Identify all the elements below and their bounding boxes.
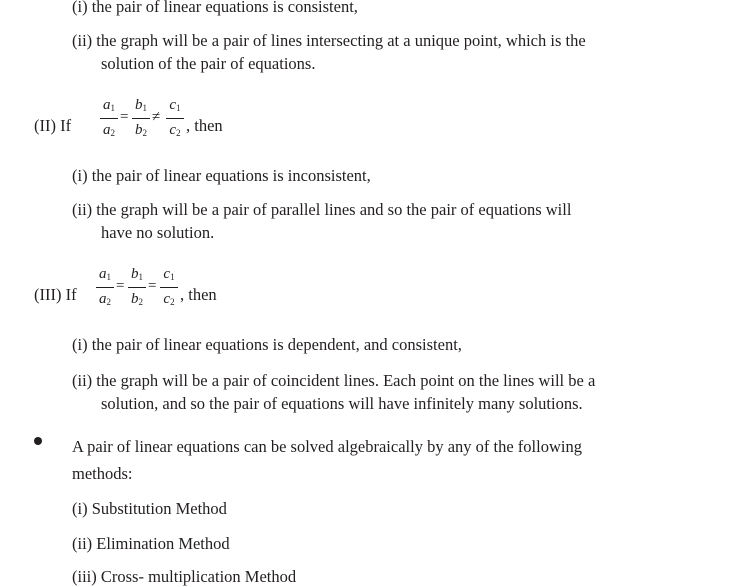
denominator: $a_2$ (103, 122, 115, 138)
method-item: (iii) Cross- multiplication Method (72, 567, 297, 586)
text-line: (i) the pair of linear equations is inconsistent, (72, 166, 371, 185)
condition-ii (34, 97, 294, 157)
fraction-bar (160, 287, 178, 288)
text-line: methods: (72, 464, 133, 483)
numerator: $c_1$ (163, 266, 175, 282)
fraction-bar (132, 118, 150, 119)
operator-not-equal: ≠ (152, 109, 161, 125)
numerator: $a_1$ (103, 97, 115, 113)
fraction-bar (96, 287, 114, 288)
text-line: (ii) the graph will be a pair of lines intersecting at a unique point, which is the (72, 31, 586, 50)
text-line: (ii) the graph will be a pair of parallel lines and so the pair of equations will (72, 200, 572, 219)
numerator: $a_1$ (99, 266, 111, 282)
operator-equals: = (116, 278, 125, 294)
text-line: have no solution. (101, 223, 215, 242)
operator-equals: = (148, 278, 157, 294)
text-line: solution, and so the pair of equations will have infinitely many solutions. (101, 394, 583, 413)
fraction-bar (128, 287, 146, 288)
numerator: $b_1$ (135, 97, 147, 113)
text-line: A pair of linear equations can be solved algebraically by any of the following (72, 437, 582, 456)
condition-label: (II) If (34, 116, 72, 135)
operator-equals: = (120, 109, 129, 125)
then-text: , then (186, 116, 223, 135)
denominator: $a_2$ (99, 291, 111, 307)
denominator: $b_2$ (131, 291, 143, 307)
method-item: (i) Substitution Method (72, 499, 227, 518)
denominator: $b_2$ (135, 122, 147, 138)
fraction-bar (166, 118, 184, 119)
method-item: (ii) Elimination Method (72, 534, 230, 553)
text-line: (ii) the graph will be a pair of coincident lines. Each point on the lines will be a (72, 371, 596, 390)
numerator: $b_1$ (131, 266, 143, 282)
text-line: (i) the pair of linear equations is dependent, and consistent, (72, 335, 462, 354)
fraction-bar (100, 118, 118, 119)
denominator: $c_2$ (169, 122, 181, 138)
bullet-point (34, 437, 42, 445)
text-line: (i) the pair of linear equations is consistent, (72, 0, 358, 16)
condition-iii (34, 266, 294, 326)
condition-label: (III) If (34, 285, 77, 304)
numerator: $c_1$ (169, 97, 181, 113)
text-line: solution of the pair of equations. (101, 54, 316, 73)
denominator: $c_2$ (163, 291, 175, 307)
then-text: , then (180, 285, 217, 304)
